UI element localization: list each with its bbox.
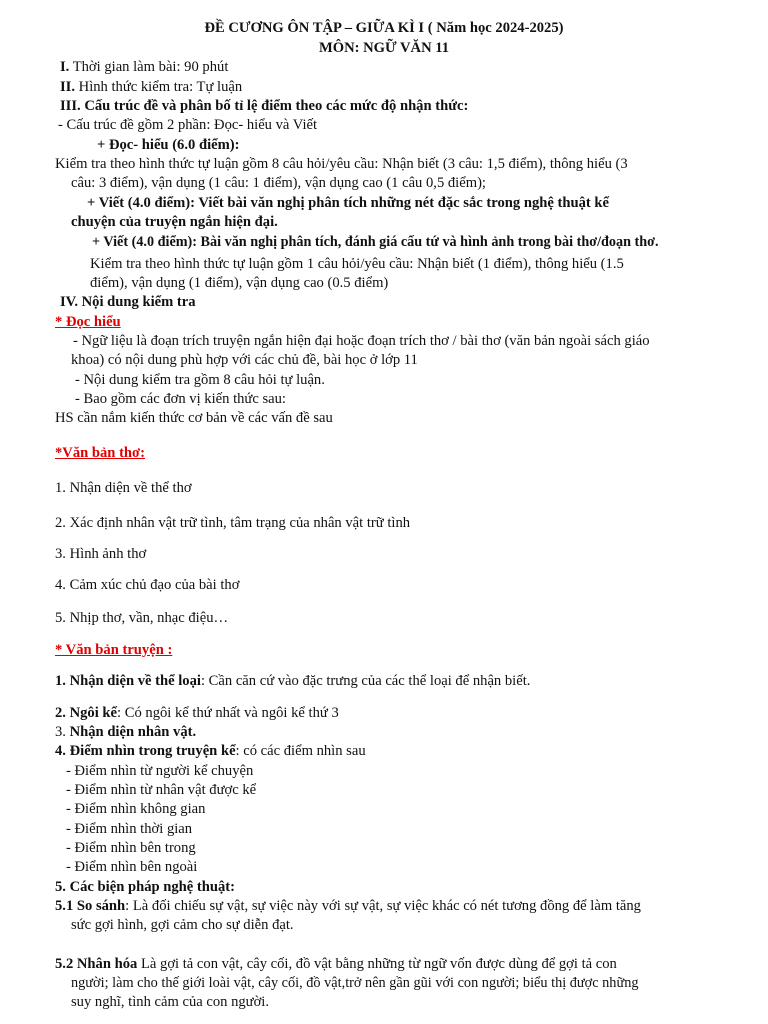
content-line5: HS cần nắm kiến thức cơ bản về các vấn đề sau [55,410,333,426]
doc-hieu-score-heading: + Đọc- hiểu (6.0 điểm): [97,137,240,153]
poetry-item: 1. Nhận diện về thể thơ [55,480,192,496]
viewpoint-item: - Điểm nhìn bên trong [66,840,196,856]
story-item-1-title: 1. Nhận diện về thể loại [55,673,201,689]
viewpoint-item: - Điểm nhìn thời gian [66,821,193,837]
doc-hieu-label: * Đọc hiểu [55,314,121,330]
story-item-1 [55,672,530,691]
section-i-label: I. [60,59,70,75]
doc-hieu-desc-line1: Kiểm tra theo hình thức tự luận gồm 8 câu hỏi/yêu cầu: Nhận biết (3 câu: 1,5 điểm), thông hiểu (3 [55,156,628,172]
nhan-hoa-line3: suy nghĩ, tình cảm của con người. [71,994,270,1010]
viet2-detail-line1: Kiểm tra theo hình thức tự luận gồm 1 câu hỏi/yêu cầu: Nhận biết (1 điểm), thông hiểu (1.5 [90,256,624,272]
so-sanh-line1 [55,897,641,916]
story-item-3-title: Nhận diện nhân vật. [65,724,197,740]
time-line [60,58,228,77]
content-line4: - Bao gồm các đơn vị kiến thức sau: [75,391,286,407]
structure-line: - Cấu trúc đề gồm 2 phần: Đọc- hiểu và Viết [58,117,318,133]
subject-line: MÔN: NGỮ VĂN 11 [318,40,450,56]
document-title: ĐỀ CƯƠNG ÔN TẬP – GIỮA KÌ I ( Năm học 2024-2025) [204,20,564,36]
story-heading: * Văn bản truyện : [55,642,173,658]
poetry-heading: *Văn bản thơ: [55,445,145,461]
viewpoint-item: - Điểm nhìn bên ngoài [66,859,198,875]
story-item-2 [55,704,339,723]
so-sanh-line2: sức gợi hình, gợi cảm cho sự diễn đạt. [71,917,294,933]
viet1-line2: chuyện của truyện ngắn hiện đại. [71,214,278,230]
format-line [60,78,242,97]
section-iii-heading: III. Cấu trúc đề và phân bố tỉ lệ điểm theo các mức độ nhận thức: [60,98,469,114]
doc-hieu-desc-line2: câu: 3 điểm), vận dụng (1 câu: 1 điểm), vận dụng cao (1 câu 0,5 điểm); [71,175,486,191]
viewpoint-item: - Điểm nhìn từ người kể chuyện [66,763,254,779]
content-line1: - Ngữ liệu là đoạn trích truyện ngắn hiện đại hoặc đoạn trích thơ / bài thơ (văn bản ngoài sách giáo [73,333,650,349]
section-iv-heading: IV. Nội dung kiểm tra [60,294,196,310]
story-item-5: 5. Các biện pháp nghệ thuật: [55,879,236,895]
story-item-4-title: 4. Điểm nhìn trong truyện kể [55,743,236,759]
story-item-3 [55,723,196,742]
nhan-hoa-line2: người; làm cho thế giới loài vật, cây cối, đồ vật,trở nên gần gũi với con người; biểu thị được những [71,975,639,991]
so-sanh-number: 5.1 [55,898,74,914]
content-line3: - Nội dung kiểm tra gồm 8 câu hỏi tự luận. [75,372,325,388]
poetry-item: 5. Nhịp thơ, vần, nhạc điệu… [55,610,229,626]
story-item-4-text: : có các điểm nhìn sau [235,743,366,759]
so-sanh-text: : Là đối chiếu sự vật, sự việc này với sự vật, sự việc khác có nét tương đồng để làm tăng [125,898,641,914]
story-item-2-text: : Có ngôi kể thứ nhất và ngôi kể thứ 3 [117,705,339,721]
poetry-item: 3. Hình ảnh thơ [55,546,147,562]
so-sanh-title: So sánh [73,898,126,914]
viet1-line1: + Viết (4.0 điểm): Viết bài văn nghị phân tích những nét đặc sắc trong nghệ thuật kể [87,195,609,211]
time-text: Thời gian làm bài: 90 phút [69,59,229,75]
story-item-4 [55,742,366,761]
story-item-2-title: 2. Ngôi kể [55,705,118,721]
nhan-hoa-title: 5.2 Nhân hóa [55,956,138,972]
viet2-detail-line2: điểm), vận dụng (1 điểm), vận dụng cao (0.5 điểm) [90,275,389,291]
story-item-3-number: 3. [55,724,66,740]
format-text: Hình thức kiểm tra: Tự luận [75,79,243,95]
section-ii-label: II. [60,79,76,95]
viet2-line: + Viết (4.0 điểm): Bài văn nghị phân tích, đánh giá cấu tứ và hình ảnh trong bài thơ/đoạn thơ. [92,234,659,250]
story-item-1-text: : Cần căn cứ vào đặc trưng của các thể loại để nhận biết. [200,673,531,689]
poetry-item: 4. Cảm xúc chủ đạo của bài thơ [55,577,240,593]
viewpoint-item: - Điểm nhìn không gian [66,801,206,817]
nhan-hoa-text: Là gợi tả con vật, cây cối, đồ vật bằng những từ ngữ vốn được dùng để gợi tả con [137,956,617,972]
nhan-hoa-line1 [55,955,617,974]
content-line2: khoa) có nội dung phù hợp với các chủ đề, bài học ở lớp 11 [71,352,418,368]
poetry-item: 2. Xác định nhân vật trữ tình, tâm trạng của nhân vật trữ tình [55,515,411,531]
viewpoint-item: - Điểm nhìn từ nhân vật được kể [66,782,257,798]
